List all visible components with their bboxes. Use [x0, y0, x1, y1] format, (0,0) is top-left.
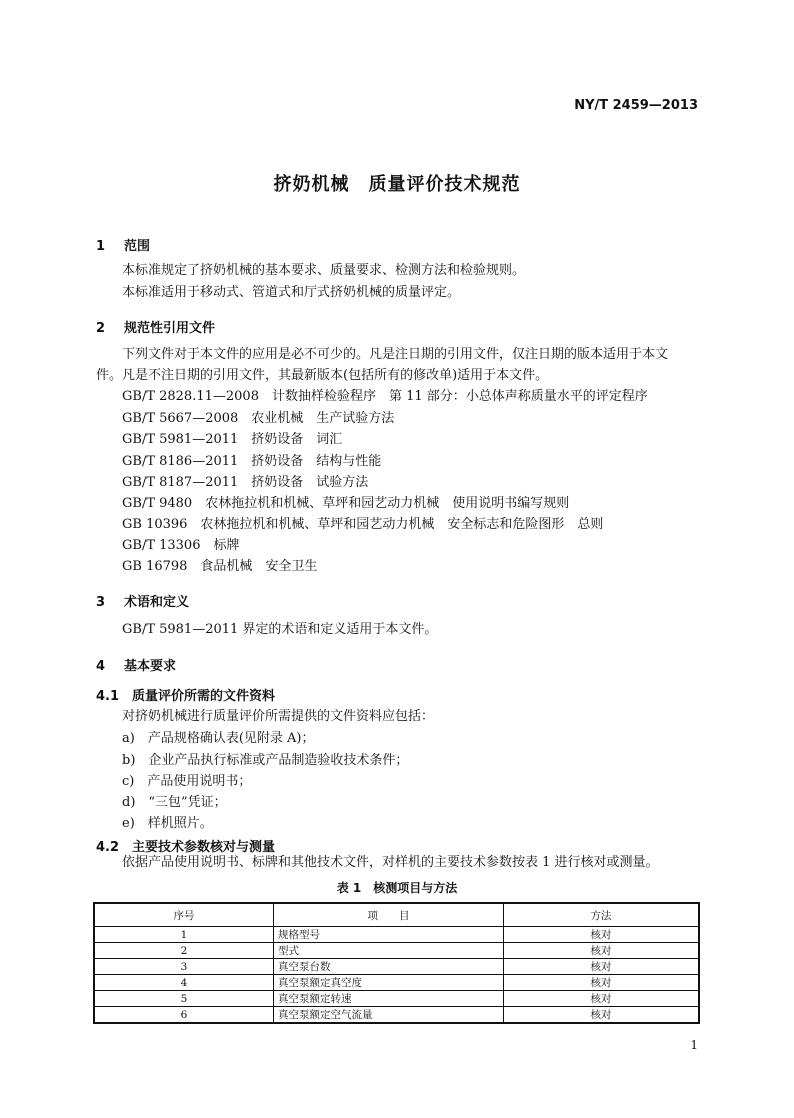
- section-4-heading: [96, 655, 176, 674]
- cell-method: 核对: [504, 991, 700, 1007]
- section-title: 规范性引用文件: [124, 321, 216, 336]
- cell-item: 真空泵台数: [274, 959, 504, 975]
- section-number: 4: [96, 659, 106, 674]
- document-title: 挤奶机械 质量评价技术规范: [273, 174, 521, 195]
- table-caption: 表 1 核测项目与方法: [336, 881, 458, 895]
- cell-method: 核对: [504, 975, 700, 991]
- column-header-seq: 序号: [94, 903, 274, 927]
- cell-method: 核对: [504, 927, 700, 943]
- list-item: c) 产品使用说明书；: [122, 774, 252, 789]
- cell-item: 真空泵额定真空度: [274, 975, 504, 991]
- subsection-number: 4.1: [96, 689, 120, 704]
- subsection-title: 主要技术参数核对与测量: [132, 840, 276, 855]
- table-row: [94, 927, 699, 943]
- cell-seq: 3: [94, 959, 274, 975]
- cell-seq: 6: [94, 1007, 274, 1024]
- reference-item: GB/T 5667—2008 农业机械 生产试验方法: [122, 411, 395, 426]
- reference-item: GB/T 2828.11—2008 计数抽样检验程序 第 11 部分：小总体声称质量水平的评定程序: [122, 389, 648, 404]
- cell-method: 核对: [504, 1007, 700, 1024]
- paragraph: GB/T 5981—2011 界定的术语和定义适用于本文件。: [122, 622, 438, 637]
- paragraph: 本标准规定了挤奶机械的基本要求、质量要求、检测方法和检验规则。: [122, 263, 526, 278]
- table-1: [93, 902, 700, 1024]
- table-row: [94, 1007, 699, 1024]
- section-title: 术语和定义: [124, 595, 190, 610]
- subsection-number: 4.2: [96, 840, 120, 855]
- cell-item: 真空泵额定转速: [274, 991, 504, 1007]
- paragraph: 本标准适用于移动式、管道式和厅式挤奶机械的质量评定。: [122, 285, 461, 300]
- paragraph: 依据产品使用说明书、标牌和其他技术文件，对样机的主要技术参数按表 1 进行核对或测量。: [122, 855, 659, 870]
- list-item: e) 样机照片。: [122, 816, 213, 831]
- reference-item: GB/T 13306 标牌: [122, 538, 240, 553]
- section-1-heading: [96, 235, 150, 254]
- paragraph-continuation: 件。凡是不注日期的引用文件，其最新版本(包括所有的修改单)适用于本文件。: [96, 368, 549, 383]
- list-item: b) 企业产品执行标准或产品制造验收技术条件；: [122, 753, 409, 768]
- subsection-4-1-heading: [96, 685, 275, 704]
- reference-item: GB/T 8187—2011 挤奶设备 试验方法: [122, 475, 369, 490]
- cell-item: 型式: [274, 943, 504, 959]
- cell-method: 核对: [504, 943, 700, 959]
- cell-seq: 1: [94, 927, 274, 943]
- reference-item: GB 16798 食品机械 安全卫生: [122, 559, 318, 574]
- paragraph: 下列文件对于本文件的应用是必不可少的。凡是注日期的引用文件，仅注日期的版本适用于本文: [122, 347, 669, 362]
- section-number: 2: [96, 321, 106, 336]
- section-title: 基本要求: [124, 659, 177, 674]
- list-item: a) 产品规格确认表(见附录 A)；: [122, 731, 315, 746]
- page-number: 1: [690, 1038, 698, 1052]
- reference-item: GB/T 8186—2011 挤奶设备 结构与性能: [122, 454, 382, 469]
- standard-number: NY/T 2459—2013: [574, 98, 698, 113]
- section-2-heading: [96, 317, 215, 336]
- section-3-heading: [96, 591, 189, 610]
- table-row: [94, 959, 699, 975]
- section-number: 1: [96, 239, 106, 254]
- cell-seq: 4: [94, 975, 274, 991]
- table-header-row: [94, 903, 699, 927]
- cell-seq: 5: [94, 991, 274, 1007]
- subsection-title: 质量评价所需的文件资料: [132, 689, 276, 704]
- column-header-item: 项 目: [274, 903, 504, 927]
- cell-item: 规格型号: [274, 927, 504, 943]
- cell-item: 真空泵额定空气流量: [274, 1007, 504, 1024]
- reference-item: GB 10396 农林拖拉机和机械、草坪和园艺动力机械 安全标志和危险图形 总则: [122, 517, 604, 532]
- section-title: 范围: [124, 239, 151, 254]
- table-row: [94, 975, 699, 991]
- table-row: [94, 991, 699, 1007]
- cell-seq: 2: [94, 943, 274, 959]
- list-item: d) “三包”凭证；: [122, 795, 227, 810]
- paragraph: 对挤奶机械进行质量评价所需提供的文件资料应包括：: [122, 709, 435, 724]
- cell-method: 核对: [504, 959, 700, 975]
- reference-item: GB/T 9480 农林拖拉机和机械、草坪和园艺动力机械 使用说明书编写规则: [122, 496, 570, 511]
- section-number: 3: [96, 595, 106, 610]
- reference-item: GB/T 5981—2011 挤奶设备 词汇: [122, 432, 343, 447]
- column-header-method: 方法: [504, 903, 700, 927]
- table-row: [94, 943, 699, 959]
